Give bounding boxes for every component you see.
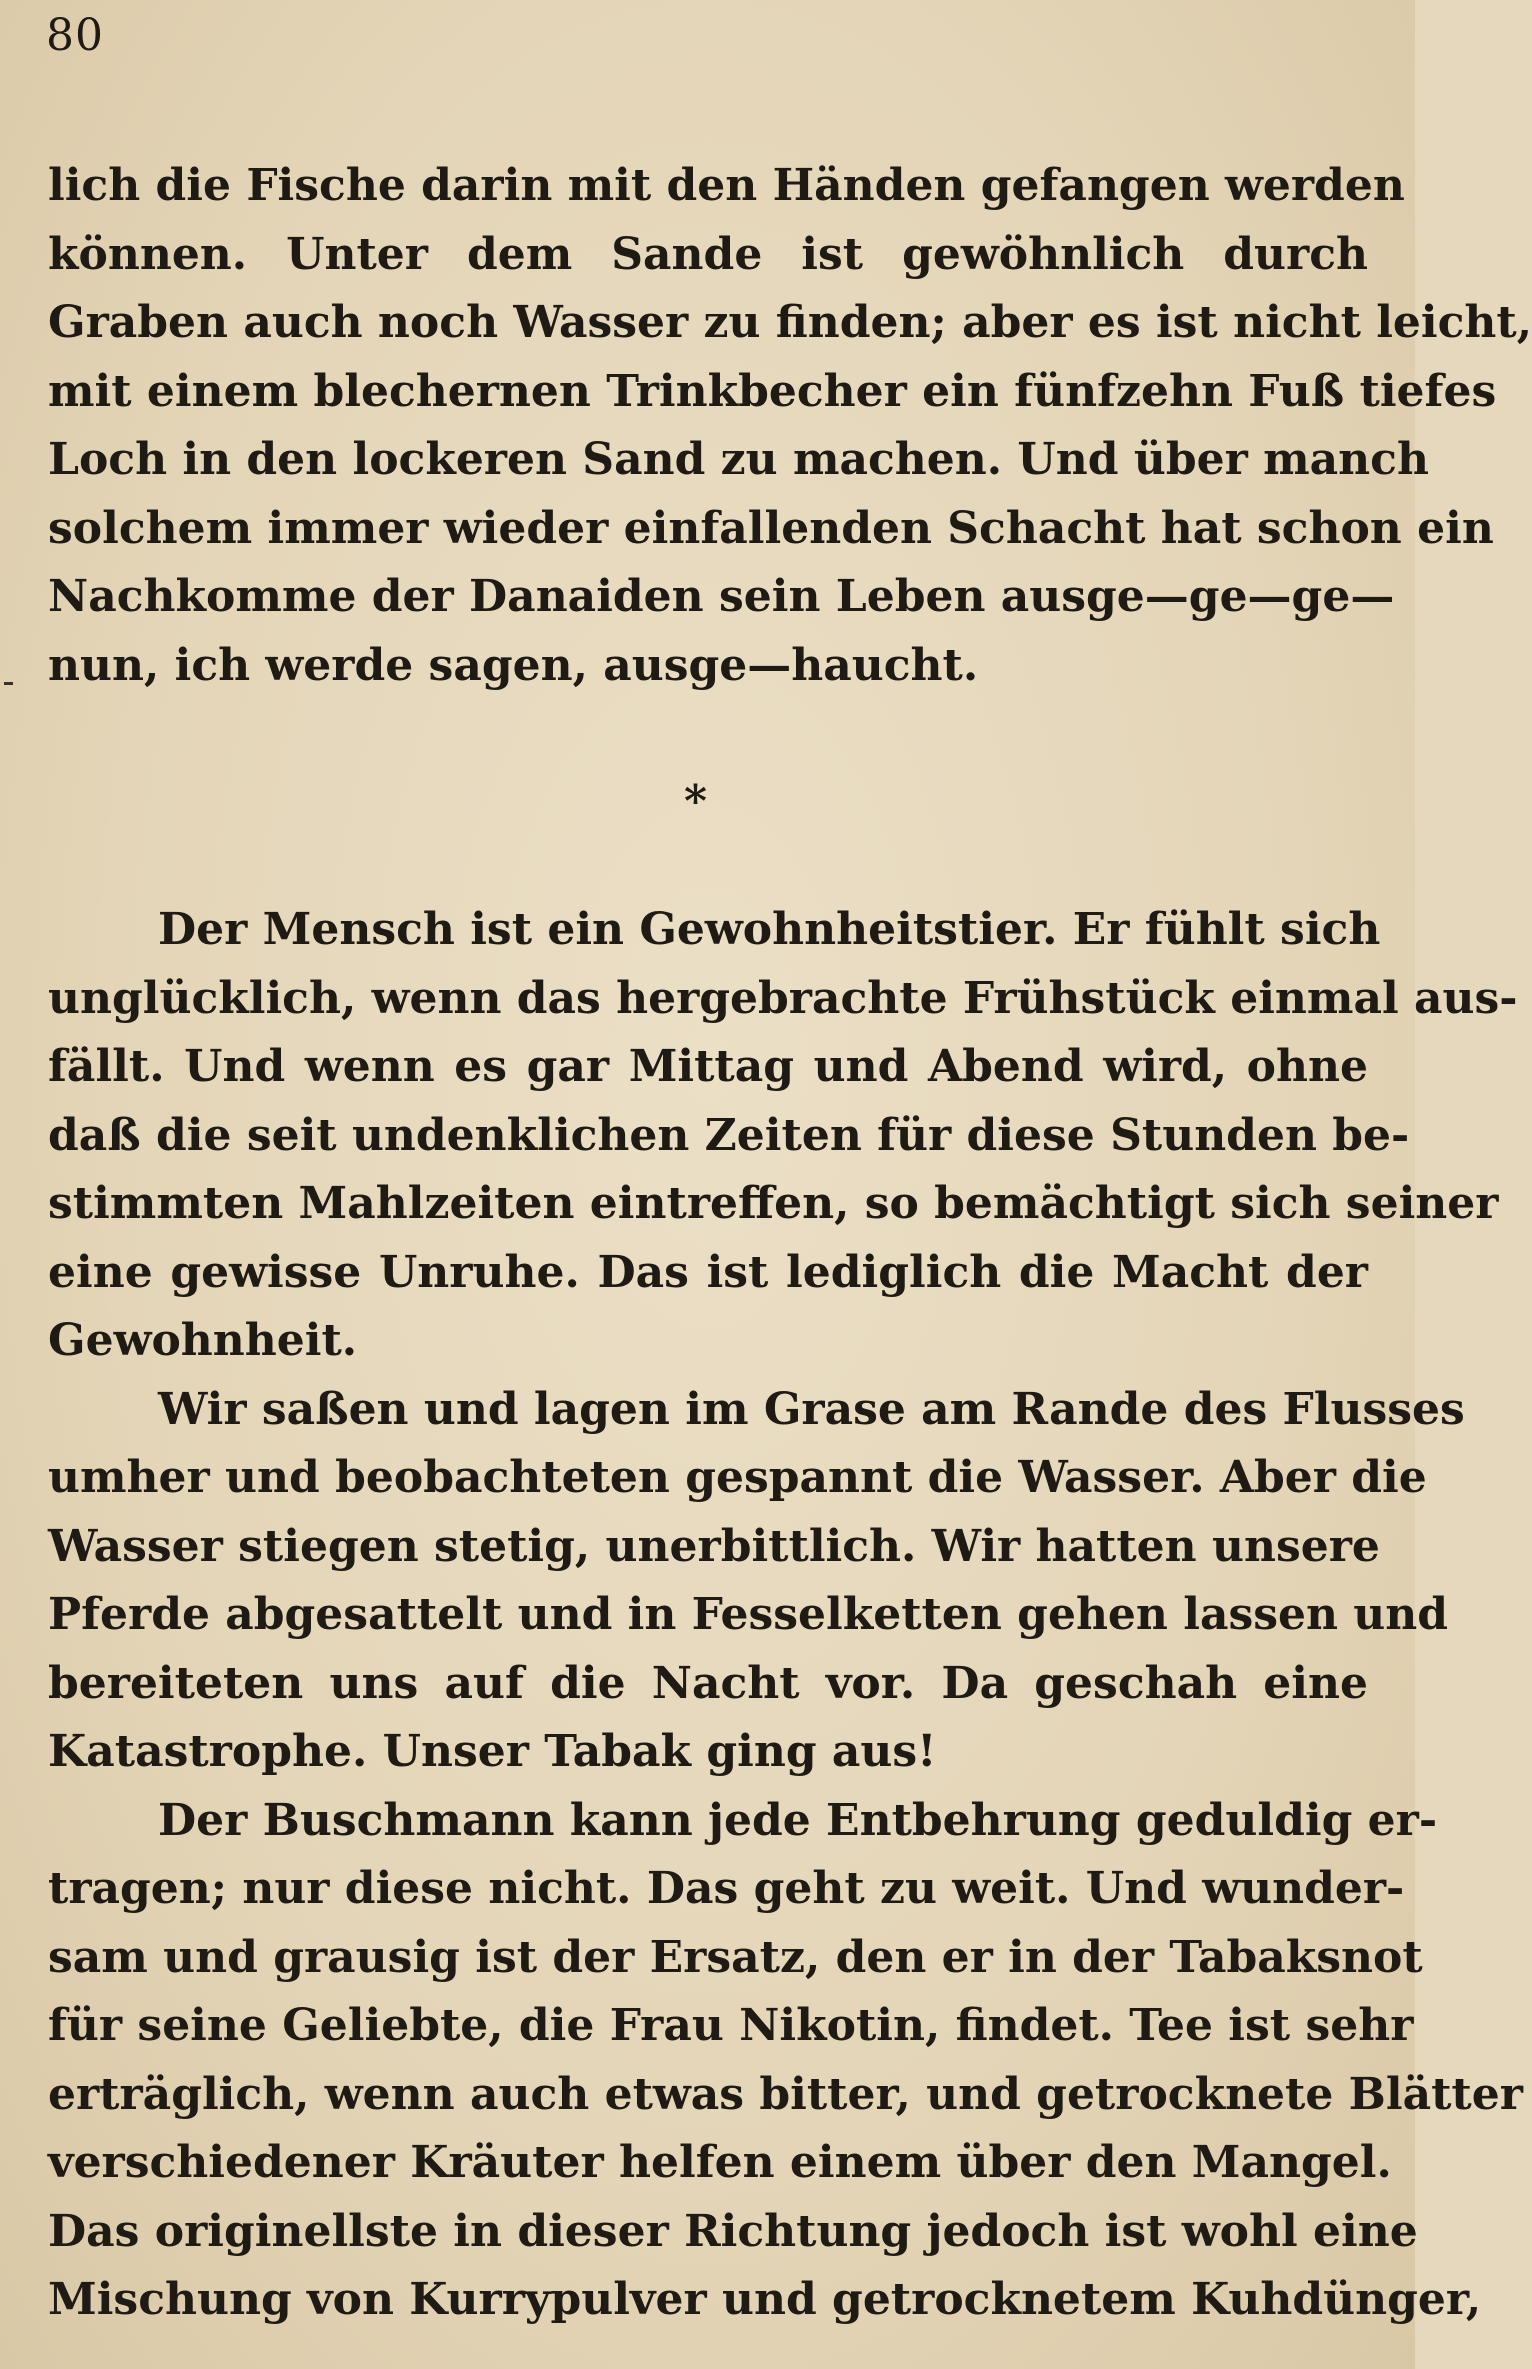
paragraph-river (48, 1376, 1465, 1787)
text-line: Katastrophe. Unser Tabak ging aus! (48, 1726, 937, 1777)
text-line: sam und grausig ist der Ersatz, den er in der Tabaksnot (48, 1931, 1423, 1983)
text-line: stimmten Mahlzeiten eintreffen, so bemächtigt sich seiner (48, 1178, 1499, 1229)
text-line: daß die seit undenklichen Zeiten für diese Stunden be- (48, 1109, 1410, 1161)
text-line: bereiteten uns auf die Nacht vor. Da geschah eine (48, 1657, 1368, 1709)
text-line: Der Buschmann kann jede Entbehrung geduldig er- (158, 1794, 1438, 1846)
text-line: Der Mensch ist ein Gewohnheitstier. Er fühlt sich (158, 904, 1381, 955)
page-number: 80 (46, 10, 104, 61)
text-line: Mischung von Kurrypulver und getrocknetem Kuhdünger, (48, 2274, 1482, 2325)
text-line: eine gewisse Unruhe. Das ist lediglich die Macht der (48, 1246, 1368, 1298)
text-line: Nachkomme der Danaiden sein Leben ausge—ge—ge— (48, 571, 1395, 622)
text-line: Pferde abgesattelt und in Fesselketten gehen lassen und (48, 1589, 1449, 1640)
main-text (48, 896, 1523, 2335)
paragraph-fish-and-well (48, 152, 1532, 700)
text-line: solchem immer wieder einfallenden Schacht hat schon ein (48, 502, 1494, 554)
text-line: unglücklich, wenn das hergebrachte Frühstück einmal aus- (48, 972, 1518, 1024)
text-line: umher und beobachteten gespannt die Wasser. Aber die (48, 1452, 1427, 1503)
text-line: Wasser stiegen stetig, unerbittlich. Wir hatten unsere (48, 1520, 1380, 1572)
text-line: Loch in den lockeren Sand zu machen. Und über manch (48, 434, 1429, 485)
text-line: nun, ich werde sagen, ausge—haucht. (48, 639, 979, 691)
text-line: verschiedener Kräuter helfen einem über den Mangel. (48, 2137, 1392, 2188)
margin-mark (4, 682, 13, 685)
paragraph-habit (48, 896, 1518, 1376)
text-line: lich die Fische darin mit den Händen gefangen werden (48, 160, 1405, 211)
text-line: Wir saßen und lagen im Grase am Rande des Flusses (158, 1383, 1465, 1435)
section-separator: * (684, 776, 708, 827)
text-line: Graben auch noch Wasser zu finden; aber es ist nicht leicht, (48, 297, 1532, 348)
text-line: können. Unter dem Sande ist gewöhnlich durch (48, 228, 1368, 280)
text-line: Gewohnheit. (48, 1315, 358, 1366)
text-line: erträglich, wenn auch etwas bitter, und getrocknete Blätter (48, 2068, 1523, 2120)
text-line: Das originellste in dieser Richtung jedoch ist wohl eine (48, 2205, 1418, 2257)
text-line: tragen; nur diese nicht. Das geht zu weit. Und wunder- (48, 1863, 1405, 1914)
paragraph-bushman (48, 1787, 1523, 2335)
text-line: für seine Geliebte, die Frau Nikotin, findet. Tee ist sehr (48, 2000, 1414, 2051)
text-line: mit einem blechernen Trinkbecher ein fünfzehn Fuß tiefes (48, 365, 1497, 417)
text-line: fällt. Und wenn es gar Mittag und Abend wird, ohne (48, 1041, 1368, 1092)
